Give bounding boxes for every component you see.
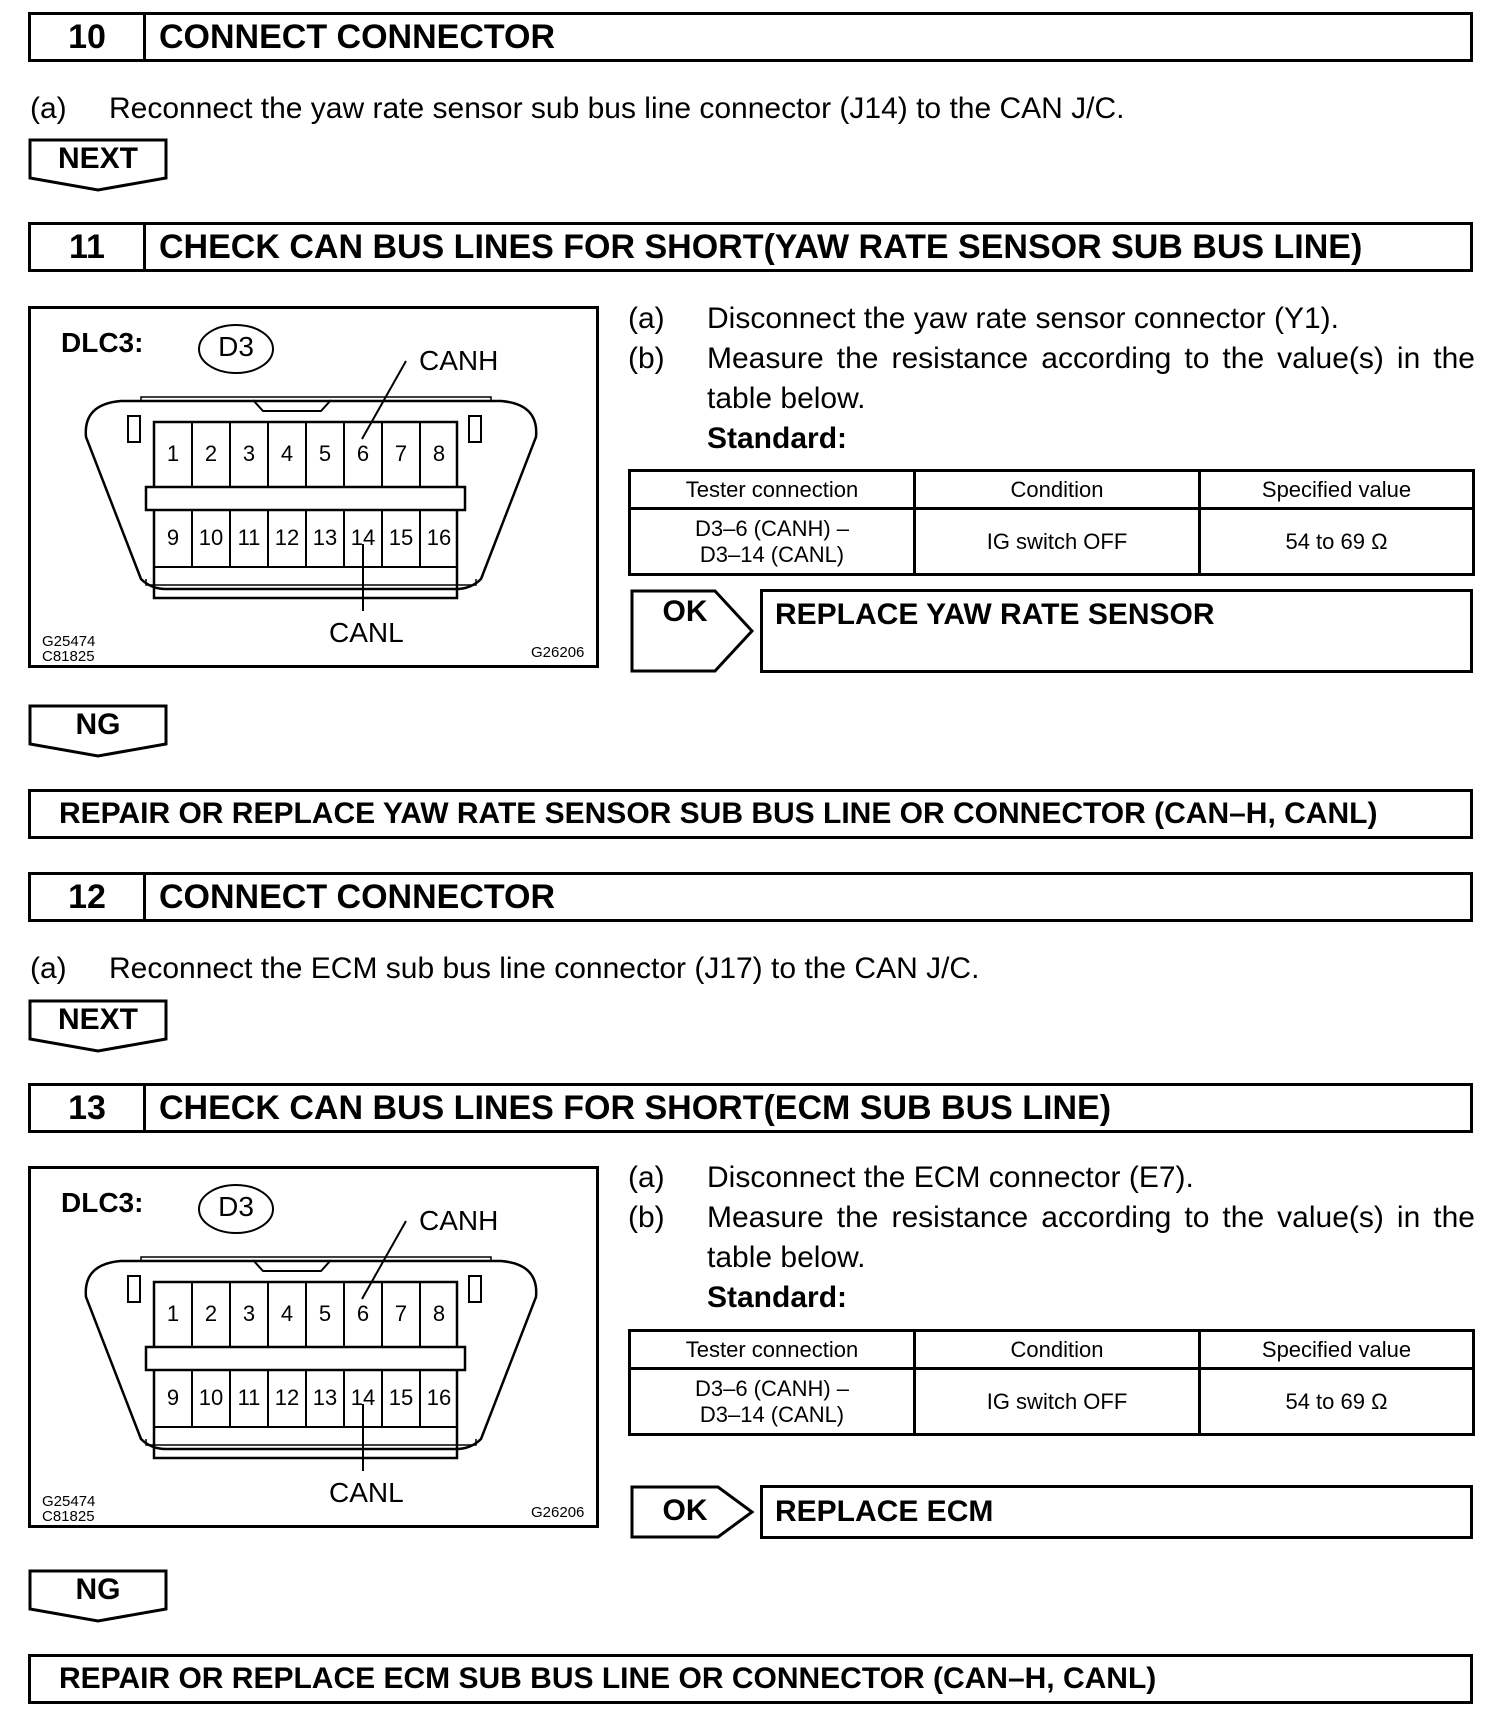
pin-label: 15 <box>388 525 414 550</box>
step-label: (a) <box>628 302 665 335</box>
table-header: Specified value <box>1200 1331 1474 1369</box>
standard-label: Standard: <box>707 1281 848 1314</box>
pin-label: 13 <box>312 525 338 550</box>
canh-label: CANH <box>419 345 499 376</box>
pin-label: 5 <box>318 441 332 466</box>
step-number: 12 <box>31 875 146 919</box>
tester-line: D3–6 (CANH) – <box>694 1375 850 1401</box>
next-label: NEXT <box>57 1003 138 1036</box>
next-arrow <box>28 138 168 192</box>
pin-label: 7 <box>394 441 408 466</box>
pin-label: 12 <box>274 525 300 550</box>
step-13-header <box>28 1083 1473 1133</box>
ng-arrow <box>28 1569 168 1623</box>
instruction-label: (a) <box>30 92 67 125</box>
pin-label: 3 <box>242 1301 256 1326</box>
step-text: Disconnect the yaw rate sensor connector (Y1). <box>707 302 1339 335</box>
spec-table <box>628 1329 1475 1436</box>
step-title: CONNECT CONNECTOR <box>159 877 556 916</box>
canh-label: CANH <box>419 1205 499 1236</box>
dlc-label: DLC3: <box>61 327 144 358</box>
spec-table <box>628 469 1475 576</box>
connector-id: D3 <box>218 331 254 362</box>
figure-code: C81825 <box>42 1508 95 1525</box>
tester-line: D3–14 (CANL) <box>699 541 845 567</box>
step-text: table below. <box>707 382 866 415</box>
pin-label: 14 <box>350 1385 376 1410</box>
pin-label: 15 <box>388 1385 414 1410</box>
pin-label: 10 <box>198 1385 224 1410</box>
pin-label: 7 <box>394 1301 408 1326</box>
ng-label: NG <box>75 1573 121 1606</box>
instruction-text: Reconnect the ECM sub bus line connector (J17) to the CAN J/C. <box>109 952 980 985</box>
pin-label: 1 <box>166 1301 180 1326</box>
table-header: Tester connection <box>630 471 915 509</box>
ng-result: REPAIR OR REPLACE YAW RATE SENSOR SUB BUS LINE OR CONNECTOR (CAN–H, CANL) <box>28 789 1473 839</box>
table-header: Tester connection <box>630 1331 915 1369</box>
step-12-header <box>28 872 1473 922</box>
step-label: (b) <box>628 342 665 375</box>
step-text: Measure the resistance according to the value(s) in the <box>707 342 1475 375</box>
step-10-header <box>28 12 1473 62</box>
pin-label: 12 <box>274 1385 300 1410</box>
ok-result: REPLACE YAW RATE SENSOR <box>760 589 1473 673</box>
pin-label: 6 <box>356 1301 370 1326</box>
standard-label: Standard: <box>707 422 848 455</box>
canl-label: CANL <box>329 617 404 648</box>
step-label: (b) <box>628 1201 665 1234</box>
table-cell: 54 to 69 Ω <box>1200 509 1474 575</box>
pin-label: 16 <box>426 1385 452 1410</box>
tester-line: D3–6 (CANH) – <box>694 515 850 541</box>
figure-code: G26206 <box>531 1504 585 1521</box>
pin-label: 6 <box>356 441 370 466</box>
step-title: CHECK CAN BUS LINES FOR SHORT(YAW RATE SENSOR SUB BUS LINE) <box>159 227 1363 266</box>
step-label: (a) <box>628 1161 665 1194</box>
step-number: 13 <box>31 1086 146 1130</box>
instruction-text: Reconnect the yaw rate sensor sub bus line connector (J14) to the CAN J/C. <box>109 92 1125 125</box>
dlc-label: DLC3: <box>61 1187 144 1218</box>
connector-id: D3 <box>218 1191 254 1222</box>
ng-label: NG <box>75 708 121 741</box>
table-cell: 54 to 69 Ω <box>1200 1369 1474 1435</box>
table-cell <box>630 509 915 575</box>
table-cell <box>630 1369 915 1435</box>
ok-arrow <box>630 589 756 678</box>
step-text: Measure the resistance according to the value(s) in the <box>707 1201 1475 1234</box>
pin-label: 14 <box>350 525 376 550</box>
pin-label: 4 <box>280 441 294 466</box>
ng-arrow <box>28 704 168 758</box>
dlc3-connector-diagram <box>31 309 596 665</box>
table-cell: IG switch OFF <box>915 1369 1200 1435</box>
ok-arrow <box>630 1485 756 1544</box>
tester-line: D3–14 (CANL) <box>699 1401 845 1427</box>
pin-label: 10 <box>198 525 224 550</box>
step-text: Disconnect the ECM connector (E7). <box>707 1161 1194 1194</box>
ok-label: OK <box>662 1494 708 1527</box>
pin-label: 13 <box>312 1385 338 1410</box>
pin-label: 9 <box>166 525 180 550</box>
table-header: Condition <box>915 471 1200 509</box>
ng-result: REPAIR OR REPLACE ECM SUB BUS LINE OR CONNECTOR (CAN–H, CANL) <box>28 1654 1473 1704</box>
table-header: Condition <box>915 1331 1200 1369</box>
next-label: NEXT <box>57 142 138 175</box>
pin-label: 8 <box>432 1301 446 1326</box>
pin-label: 1 <box>166 441 180 466</box>
pin-label: 3 <box>242 441 256 466</box>
step-title: CONNECT CONNECTOR <box>159 17 556 56</box>
step-number: 10 <box>31 15 146 59</box>
figure-code: G26206 <box>531 644 585 661</box>
dlc3-figure <box>28 306 599 668</box>
pin-label: 5 <box>318 1301 332 1326</box>
ok-label: OK <box>662 595 708 628</box>
figure-code: C81825 <box>42 648 95 665</box>
figure-code: G25474 <box>42 1493 96 1510</box>
pin-label: 9 <box>166 1385 180 1410</box>
dlc3-figure <box>28 1166 599 1528</box>
ok-result: REPLACE ECM <box>760 1485 1473 1539</box>
pin-label: 2 <box>204 441 218 466</box>
pin-label: 4 <box>280 1301 294 1326</box>
pin-label: 2 <box>204 1301 218 1326</box>
step-11-header <box>28 222 1473 272</box>
pin-label: 16 <box>426 525 452 550</box>
canl-label: CANL <box>329 1477 404 1508</box>
pin-label: 11 <box>237 525 261 550</box>
step-number: 11 <box>31 225 146 269</box>
step-title: CHECK CAN BUS LINES FOR SHORT(ECM SUB BUS LINE) <box>159 1088 1112 1127</box>
dlc3-connector-diagram <box>31 1169 596 1525</box>
table-cell: IG switch OFF <box>915 509 1200 575</box>
pin-label: 11 <box>237 1385 261 1410</box>
instruction-label: (a) <box>30 952 67 985</box>
figure-code: G25474 <box>42 633 96 650</box>
step-text: table below. <box>707 1241 866 1274</box>
pin-label: 8 <box>432 441 446 466</box>
next-arrow <box>28 999 168 1053</box>
table-header: Specified value <box>1200 471 1474 509</box>
